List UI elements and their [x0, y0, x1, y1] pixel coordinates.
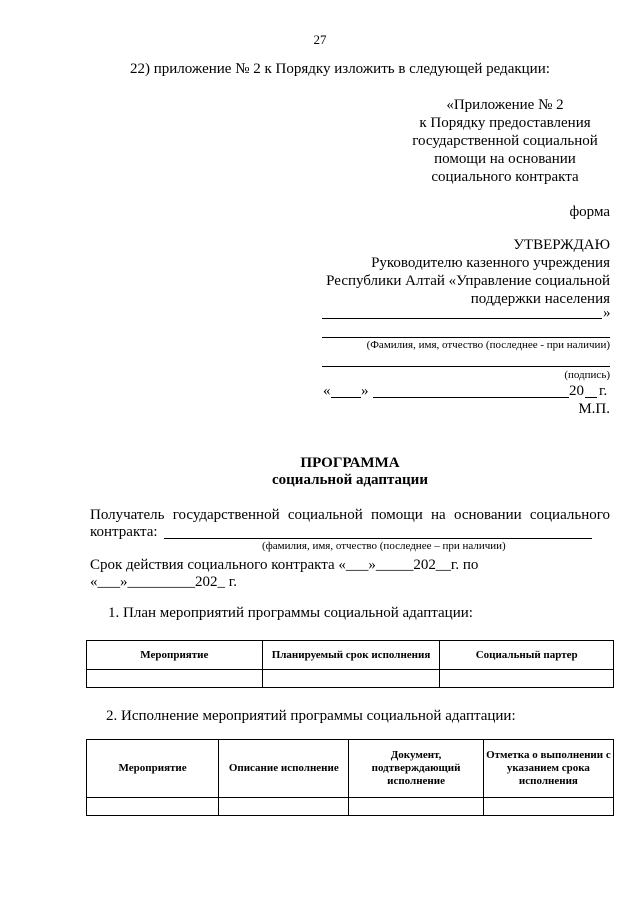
table-header: Планируемый срок исполнения — [262, 641, 440, 670]
approval-line: Республики Алтай «Управление социальной — [326, 273, 610, 289]
recipient-name-line[interactable] — [164, 538, 592, 539]
date-year-blank[interactable] — [585, 397, 597, 398]
intro-paragraph: 22) приложение № 2 к Порядку изложить в следующей редакции: — [130, 61, 550, 77]
table-header: Документ, подтверждающий исполнение — [349, 740, 483, 798]
recipient-label: контракта: — [90, 524, 158, 540]
contract-term-end: «___»_________202_ г. — [90, 574, 237, 590]
table-cell[interactable] — [349, 798, 483, 816]
form-label: форма — [569, 204, 610, 220]
appendix-line: к Порядку предоставления — [419, 115, 591, 131]
section2-title: 2. Исполнение мероприятий программы социальной адаптации: — [106, 708, 516, 724]
table-cell[interactable] — [483, 798, 613, 816]
date-day-blank[interactable] — [331, 397, 361, 398]
org-name-line[interactable] — [322, 318, 602, 319]
table-cell[interactable] — [87, 670, 263, 688]
plan-table — [86, 640, 614, 688]
fio-caption: (Фамилия, имя, отчество (последнее - при наличии) — [366, 339, 610, 351]
table-header: Мероприятие — [87, 740, 219, 798]
recipient-line: Получатель государственной социальной помощи на основании социального — [90, 507, 610, 523]
appendix-line: помощи на основании — [434, 151, 576, 167]
table-header: Мероприятие — [87, 641, 263, 670]
date-year-prefix: 20 — [569, 383, 584, 399]
signature-caption: (подпись) — [564, 369, 610, 381]
page-number: 27 — [313, 32, 327, 47]
appendix-line: «Приложение № 2 — [446, 97, 564, 113]
table-row — [87, 798, 614, 816]
date-month-blank[interactable] — [373, 397, 569, 398]
approval-title: УТВЕРЖДАЮ — [513, 237, 610, 253]
table-cell[interactable] — [87, 798, 219, 816]
table-header-row — [87, 641, 614, 670]
table-row — [87, 670, 614, 688]
table-cell[interactable] — [440, 670, 614, 688]
signature-line[interactable] — [322, 366, 610, 367]
approval-date — [323, 382, 613, 400]
section1-title: 1. План мероприятий программы социальной адаптации: — [108, 605, 473, 621]
approval-addressee — [300, 254, 610, 308]
appendix-header — [395, 96, 615, 186]
stamp-label: М.П. — [578, 401, 610, 417]
date-year-suffix: г. — [599, 383, 608, 399]
program-subtitle: социальной адаптации — [272, 472, 428, 488]
approval-line: поддержки населения — [470, 291, 610, 307]
table-cell[interactable] — [262, 670, 440, 688]
table-header: Описание исполнение — [219, 740, 349, 798]
program-title: ПРОГРАММА — [300, 455, 400, 471]
table-header: Социальный партер — [440, 641, 614, 670]
table-header: Отметка о выполнении с указанием срока исполнения — [483, 740, 613, 798]
appendix-line: государственной социальной — [412, 133, 598, 149]
date-open-quote: « — [323, 383, 331, 399]
table-header-row — [87, 740, 614, 798]
approval-line: Руководителю казенного учреждения — [371, 255, 610, 271]
fio-line[interactable] — [322, 337, 610, 338]
date-close-quote: » — [361, 383, 369, 399]
contract-term-line: Срок действия социального контракта «___»_____202__г. по — [90, 557, 479, 573]
closing-quote: » — [603, 305, 611, 321]
appendix-line: социального контракта — [431, 169, 579, 185]
execution-table — [86, 739, 614, 816]
recipient-caption: (фамилия, имя, отчество (последнее – при наличии) — [262, 540, 506, 552]
table-cell[interactable] — [219, 798, 349, 816]
